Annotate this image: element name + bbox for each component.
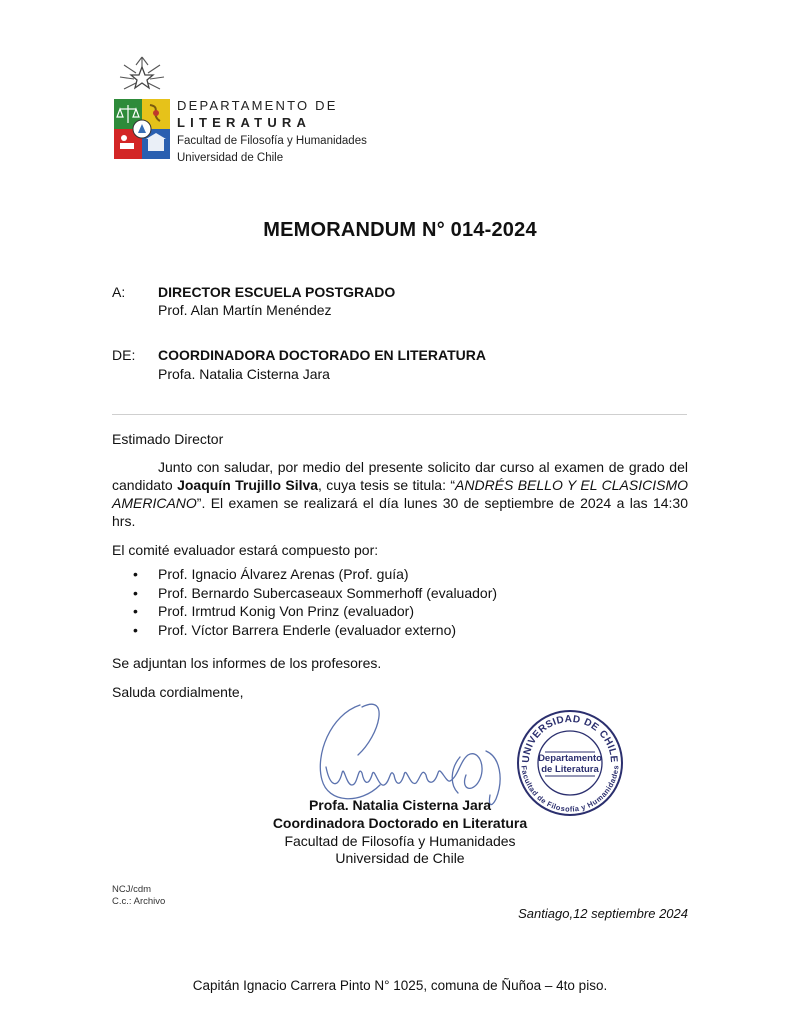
stamp-inner-line2: de Literatura bbox=[541, 764, 599, 775]
stamp-bottom-text: Facultad de Filosofía y Humanidades bbox=[519, 764, 621, 814]
footer-address: Capitán Ignacio Carrera Pinto N° 1025, comuna de Ñuñoa – 4to piso. bbox=[192, 978, 608, 993]
initials-reference: NCJ/cdm bbox=[112, 884, 152, 895]
from-title: COORDINADORA DOCTORADO EN LITERATURA bbox=[158, 347, 486, 363]
para-part-1: Junto con saludar, por medio del presente solicito dar curso al examen de grado del candidato bbox=[112, 459, 688, 493]
place-and-date: Santiago,12 septiembre 2024 bbox=[518, 906, 688, 921]
para-part-2: , cuya tesis se titula: “ bbox=[318, 477, 456, 493]
from-name: Profa. Natalia Cisterna Jara bbox=[158, 366, 330, 382]
to-label: A: bbox=[112, 284, 126, 300]
thesis-title: ANDRÉS BELLO Y EL CLASICISMO AMERICANO bbox=[112, 477, 688, 511]
signer-name: Profa. Natalia Cisterna Jara bbox=[308, 797, 492, 813]
bullet-icon: • bbox=[133, 584, 138, 601]
signer-role: Coordinadora Doctorado en Literatura bbox=[272, 815, 528, 831]
faculty-name: Facultad de Filosofía y Humanidades bbox=[177, 135, 367, 147]
cc-reference: C.c.: Archivo bbox=[112, 896, 166, 907]
department-name-line2: LITERATURA bbox=[177, 115, 312, 130]
to-name: Prof. Alan Martín Menéndez bbox=[158, 302, 332, 318]
divider bbox=[112, 414, 687, 415]
candidate-name: Joaquín Trujillo Silva bbox=[177, 477, 319, 493]
stamp-outer-text: UNIVERSIDAD DE CHILE bbox=[520, 713, 620, 764]
list-item: • Prof. Víctor Barrera Enderle (evaluador externo) bbox=[133, 621, 457, 638]
attachments-note: Se adjuntan los informes de los profesores. bbox=[112, 655, 382, 671]
to-title: DIRECTOR ESCUELA POSTGRADO bbox=[158, 284, 396, 300]
bullet-icon: • bbox=[133, 566, 138, 582]
list-item: • Prof. Ignacio Álvarez Arenas (Prof. guía) bbox=[133, 566, 409, 582]
signer-faculty: Facultad de Filosofía y Humanidades bbox=[284, 833, 516, 849]
salutation: Estimado Director bbox=[112, 431, 224, 447]
para-part-3: ”. El examen se realizará el día lunes 30 de septiembre de 2024 a las 14:30 hrs. bbox=[112, 495, 688, 529]
signer-university: Universidad de Chile bbox=[335, 850, 465, 866]
university-name: Universidad de Chile bbox=[177, 152, 284, 164]
closing: Saluda cordialmente, bbox=[112, 684, 244, 700]
department-name-line1: DEPARTAMENTO DE bbox=[177, 98, 338, 113]
stamp-inner-line1: Departamento bbox=[538, 753, 602, 764]
university-of-chile-crest-icon bbox=[110, 55, 174, 167]
from-label: DE: bbox=[112, 347, 136, 363]
bullet-icon: • bbox=[133, 621, 138, 638]
committee-list bbox=[112, 565, 672, 639]
committee-intro: El comité evaluador estará compuesto por: bbox=[112, 542, 379, 558]
bullet-icon: • bbox=[133, 603, 138, 619]
list-item: • Prof. Bernardo Subercaseaux Sommerhoff (evaluador) bbox=[133, 584, 498, 601]
list-item: • Prof. Irmtrud Konig Von Prinz (evaluador) bbox=[133, 603, 415, 619]
request-paragraph bbox=[112, 458, 688, 530]
memo-title: MEMORANDUM N° 014-2024 bbox=[263, 219, 537, 241]
